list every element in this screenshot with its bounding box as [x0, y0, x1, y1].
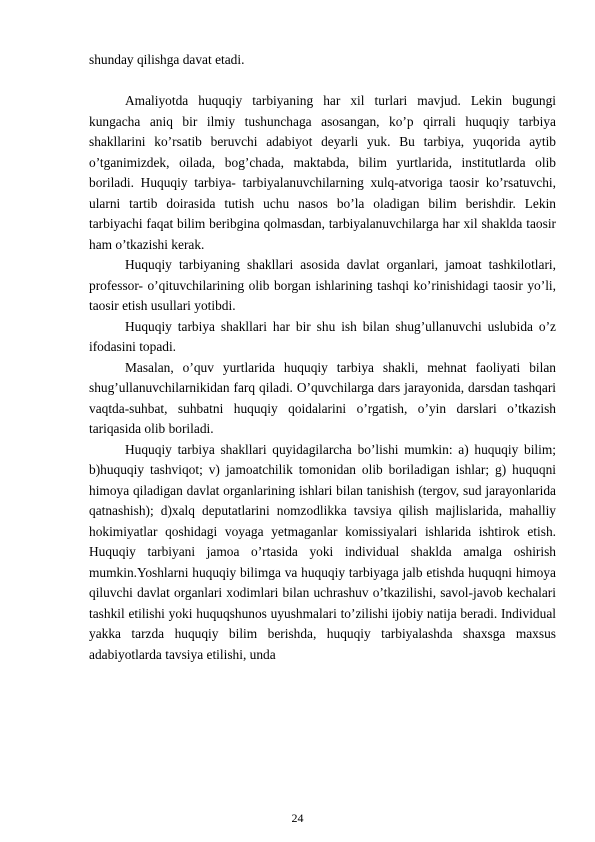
paragraph-list-of-forms: Huquqiy tarbiya shakllari quyidagilarcha bo’lishi mumkin: a) huquqiy bilim; b)huquqiy tashviqot; v) jamoatchilik tomonidan olib boriladigan ishlar; g) huquqni himoya qiladigan davlat organlarining ishlari bilan tanishish (tergov, sud jarayonlarida qatnashish); d)xalq deputatlarini nomzodlikka tavsiya qilish majlislarida, mahalliy hokimiyatlar qoshidagi voyaga yetmaganlar komissiyalari ishlarida ishtirok etish. Huquqiy tarbiyani jamoa o’rtasida yoki individual shaklda amalga oshirish mumkin.Yoshlarni huquqiy bilimga va huquqiy tarbiyaga jalb etishda huquqni himoya qiluvchi davlat organlari xodimlari bilan uchrashuv o’tkazilishi, savol-javob kechalari tashkil etilishi yoki huquqshunos uyushmalari to’zilishi ijobiy natija beradi. Individual yakka tarzda huquqiy bilim berishda, huquqiy tarbiyalashda shaxsga maxsus adabiyotlarda tavsiya etilishi, unda: [89, 441, 556, 662]
page-number: 24: [291, 811, 304, 825]
paragraph-example-schools: Masalan, o’quv yurtlarida huquqiy tarbiya shakli, mehnat faoliyati bilan shug’ullanuvchilarnikidan farq qiladi. O’quvchilarga dars jarayonida, darsdan tashqari vaqtda-suhbat, suhbatni huquqiy qoidalarini o’rgatish, o’yin darslari o’tkazish tariqasida olib boriladi.: [89, 359, 556, 436]
paragraph-basis-of-forms: Huquqiy tarbiyaning shakllari asosida davlat organlari, jamoat tashkilotlari, professor- o’qituvchilarining olib borgan ishlarining tashqi ko’rinishidagi taosir yo’li, taosir etish usullari yotibdi.: [89, 257, 556, 313]
body-text: [89, 50, 556, 665]
paragraph-expression-of-forms: Huquqiy tarbiya shakllari har bir shu ish bilan shug’ullanuvchi uslubida o’z ifodasini topadi.: [89, 318, 556, 354]
paragraph-continuation: shunday qilishga davat etadi.: [89, 52, 245, 67]
paragraph-types-of-legal-education: Amaliyotda huquqiy tarbiyaning har xil turlari mavjud. Lekin bugungi kungacha aniq bir ilmiy tushunchaga asosangan, ko’p qirrali huquqiy tarbiya shakllarini ko’rsatib beruvchi adabiyot deyarli yuk. Bu tarbiya, yuqorida aytib o’tganimizdek, oilada, bog’chada, maktabda, bilim yurtlarida, institutlarda olib boriladi. Huquqiy tarbiya- tarbiyalanuvchilarning xulq-atvoriga taosir ko’rsatuvchi, ularni tartib doirasida tutish uchu nasos bo’la oladigan bilim berishdir. Lekin tarbiyachi faqat bilim beribgina qolmasdan, tarbiyalanuvchilarga har xil shaklda taosir ham o’tkazishi kerak.: [89, 93, 556, 252]
